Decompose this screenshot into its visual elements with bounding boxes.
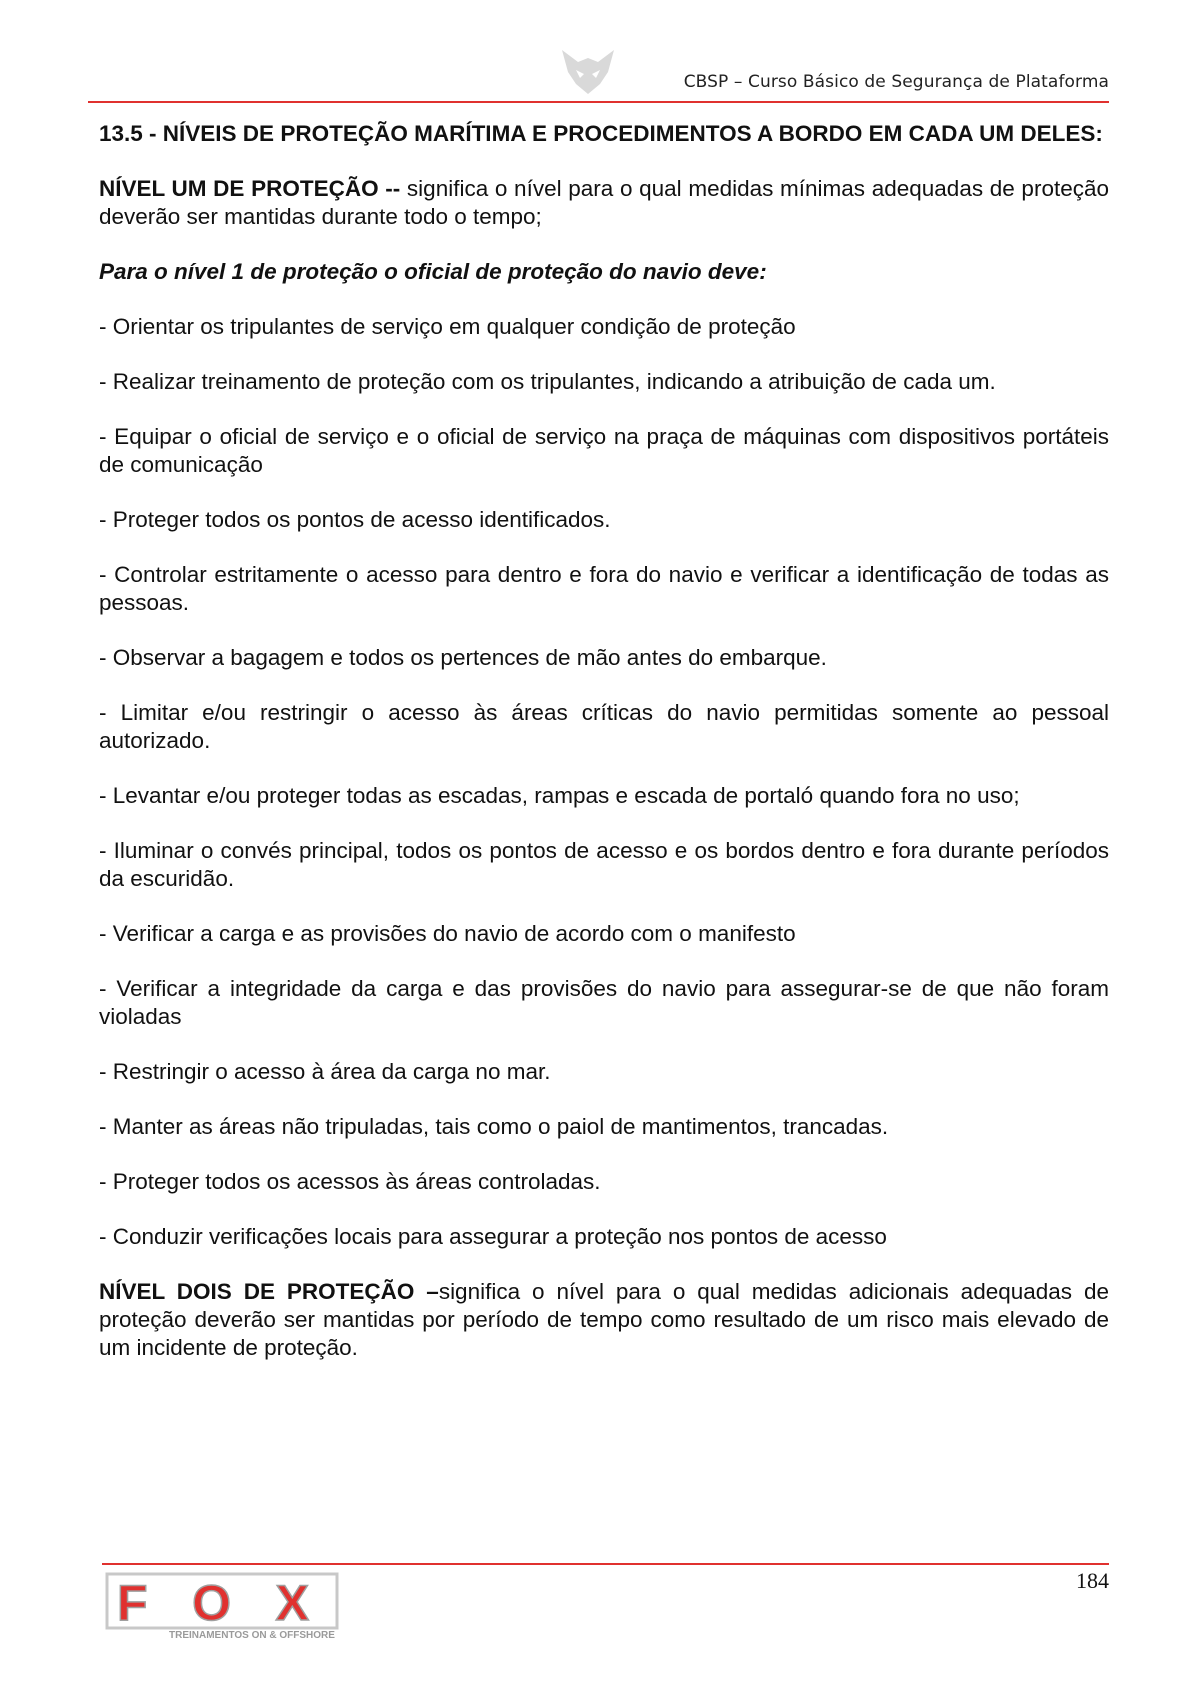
logo-wordmark: FOX (117, 1575, 327, 1631)
fox-company-logo (105, 1572, 345, 1640)
footer-divider (102, 1563, 1109, 1565)
list-item: - Manter as áreas não tripuladas, tais como o paiol de mantimentos, trancadas. (99, 1114, 889, 1139)
list-item: - Observar a bagagem e todos os pertences de mão antes do embarque. (99, 645, 827, 670)
list-item: - Restringir o acesso à área da carga no mar. (99, 1059, 551, 1084)
list-item: - Levantar e/ou proteger todas as escadas, rampas e escada de portaló quando fora no uso; (99, 783, 1020, 808)
list-item: - Equipar o oficial de serviço e o oficial de serviço na praça de máquinas com dispositivos portáteis de comunicação (99, 424, 1109, 477)
level-one-paragraph (99, 175, 1109, 231)
list-item: - Verificar a integridade da carga e das provisões do navio para assegurar-se de que não foram violadas (99, 976, 1109, 1029)
list-item: - Iluminar o convés principal, todos os pontos de acesso e os bordos dentro e fora durante períodos da escuridão. (99, 838, 1109, 891)
list-item: - Realizar treinamento de proteção com os tripulantes, indicando a atribuição de cada um. (99, 369, 996, 394)
page-number: 184 (1076, 1568, 1109, 1593)
document-header-title: CBSP – Curso Básico de Segurança de Plataforma (683, 72, 1109, 92)
level-two-term: NÍVEL DOIS DE PROTEÇÃO – (99, 1279, 439, 1304)
list-item: - Orientar os tripulantes de serviço em qualquer condição de proteção (99, 314, 796, 339)
list-item: - Proteger todos os acessos às áreas controladas. (99, 1169, 601, 1194)
list-item: - Proteger todos os pontos de acesso identificados. (99, 507, 611, 532)
level-two-paragraph (99, 1278, 1109, 1362)
logo-tagline: TREINAMENTOS ON & OFFSHORE (169, 1630, 335, 1640)
level-one-definition: significa o nível para o qual medidas mínimas adequadas de proteção deverão ser mantidas durante todo o tempo; (99, 176, 1109, 229)
page-content (99, 120, 1109, 1389)
section-heading: 13.5 - NÍVEIS DE PROTEÇÃO MARÍTIMA E PROCEDIMENTOS A BORDO EM CADA UM DELES: (99, 121, 1103, 146)
level-two-definition: significa o nível para o qual medidas adicionais adequadas de proteção deverão ser mantidas por período de tempo como resultado de um risco mais elevado de um incidente de proteção. (99, 1279, 1109, 1360)
level-one-subheading: Para o nível 1 de proteção o oficial de proteção do navio deve: (99, 259, 767, 284)
header-divider (88, 101, 1109, 103)
list-item: - Controlar estritamente o acesso para dentro e fora do navio e verificar a identificação de todas as pessoas. (99, 562, 1109, 615)
list-item: - Conduzir verificações locais para assegurar a proteção nos pontos de acesso (99, 1224, 887, 1249)
list-item: - Limitar e/ou restringir o acesso às áreas críticas do navio permitidas somente ao pessoal autorizado. (99, 700, 1109, 753)
fox-head-logo-icon (556, 48, 620, 96)
level-one-term: NÍVEL UM DE PROTEÇÃO -- (99, 176, 401, 201)
list-item: - Verificar a carga e as provisões do navio de acordo com o manifesto (99, 921, 796, 946)
